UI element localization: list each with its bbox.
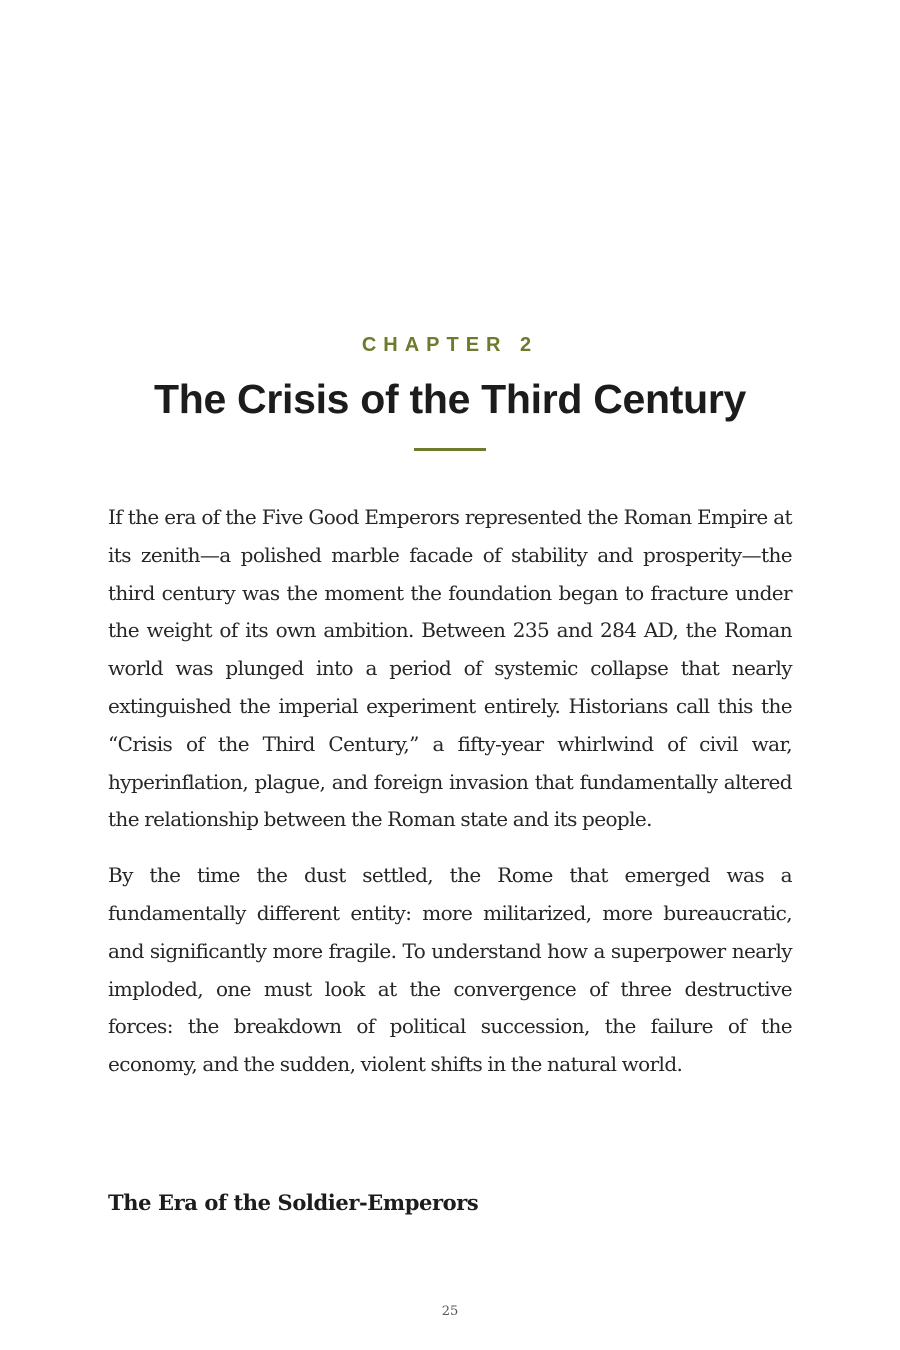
page-number: 25: [441, 1304, 459, 1319]
chapter-label: CHAPTER 2: [361, 334, 539, 356]
chapter-body: [108, 499, 792, 1102]
section-heading: The Era of the Soldier-Emperors: [108, 1190, 479, 1215]
title-divider: [414, 448, 486, 451]
chapter-title: The Crisis of the Third Century: [153, 376, 747, 422]
body-paragraph: By the time the dust settled, the Rome that emerged was a fundamentally different entity: more militarized, more bureaucratic, and significantly more fragile. To understand how a superpower nearly imploded, one must look at the convergence of three destructive forces: the breakdown of political succession, the failure of the economy, and the sudden, violent shifts in the natural world.: [108, 863, 792, 1077]
body-paragraph: If the era of the Five Good Emperors represented the Roman Empire at its zenith—a polished marble facade of stability and prosperity—the third century was the moment the foundation began to fracture under the weight of its own ambition. Between 235 and 284 AD, the Roman world was plunged into a period of systemic collapse that nearly extinguished the imperial experiment entirely. Historians call this the “Crisis of the Third Century,” a fifty-year whirlwind of civil war, hyperinflation, plague, and foreign invasion that fundamentally altered the relationship between the Roman state and its people.: [108, 505, 792, 832]
